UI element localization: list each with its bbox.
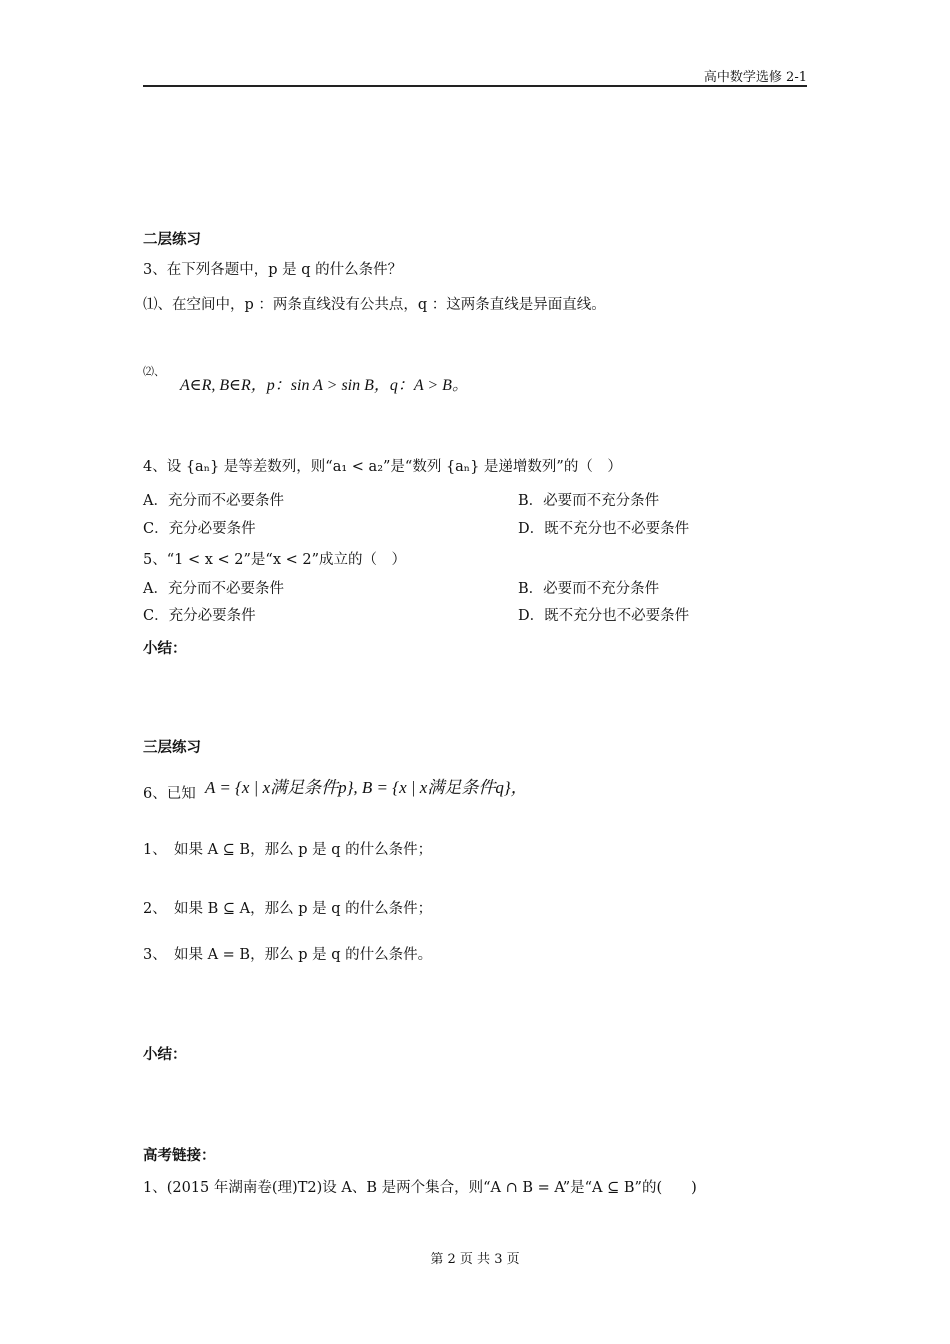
q6-stem-math: A = {x | x满足条件p}, B = {x | x满足条件q}， xyxy=(205,778,528,797)
q3-part2-math: A∈R, B∈R，p：sin A > sin B，q：A > B。 xyxy=(180,377,468,394)
page-footer: 第 2 页 共 3 页 xyxy=(430,1252,520,1267)
summary-heading-2: 小结： xyxy=(143,1047,187,1063)
q5-option-b: B．必要而不充分条件 xyxy=(518,581,660,597)
q5-option-a: A．充分而不必要条件 xyxy=(143,581,284,597)
q6-item-3: 3、 如果 A = B，那么 p 是 q 的什么条件。 xyxy=(143,947,433,963)
q4-option-b: B．必要而不充分条件 xyxy=(518,493,660,509)
q3-stem: 3、在下列各题中，p 是 q 的什么条件？ xyxy=(143,262,403,278)
summary-heading: 小结： xyxy=(143,641,187,657)
q4-stem: 4、设 {aₙ} 是等差数列，则“a₁ < a₂”是“数列 {aₙ} 是递增数列”的（ ） xyxy=(143,459,622,475)
section-title-exam: 高考链接： xyxy=(143,1148,216,1164)
q3-part2-label: ⑵、 xyxy=(143,365,165,378)
header-rule xyxy=(143,85,807,87)
section-title-level3: 三层练习 xyxy=(143,740,201,756)
q6-item-2: 2、 如果 B ⊆ A，那么 p 是 q 的什么条件； xyxy=(143,901,433,917)
exam-question-1: 1、(2015 年湖南卷(理)T2)设 A、B 是两个集合，则“A ∩ B = A”是“A ⊆ B”的( ) xyxy=(143,1180,697,1196)
q5-stem: 5、“1 < x < 2”是“x < 2”成立的（ ） xyxy=(143,552,407,568)
q4-option-a: A．充分而不必要条件 xyxy=(143,493,284,509)
section-title-level2: 二层练习 xyxy=(143,232,201,248)
q5-option-d: D．既不充分也不必要条件 xyxy=(518,608,690,624)
q4-option-d: D．既不充分也不必要条件 xyxy=(518,521,690,537)
page-header: 高中数学选修 2-1 xyxy=(703,70,807,85)
q3-part1: ⑴、在空间中，p ：两条直线没有公共点，q ：这两条直线是异面直线。 xyxy=(143,297,606,313)
q6-stem-label: 6、已知 xyxy=(143,786,196,802)
q4-option-c: C．充分必要条件 xyxy=(143,521,256,537)
q6-item-1: 1、 如果 A ⊆ B，那么 p 是 q 的什么条件； xyxy=(143,842,433,858)
q5-option-c: C．充分必要条件 xyxy=(143,608,256,624)
